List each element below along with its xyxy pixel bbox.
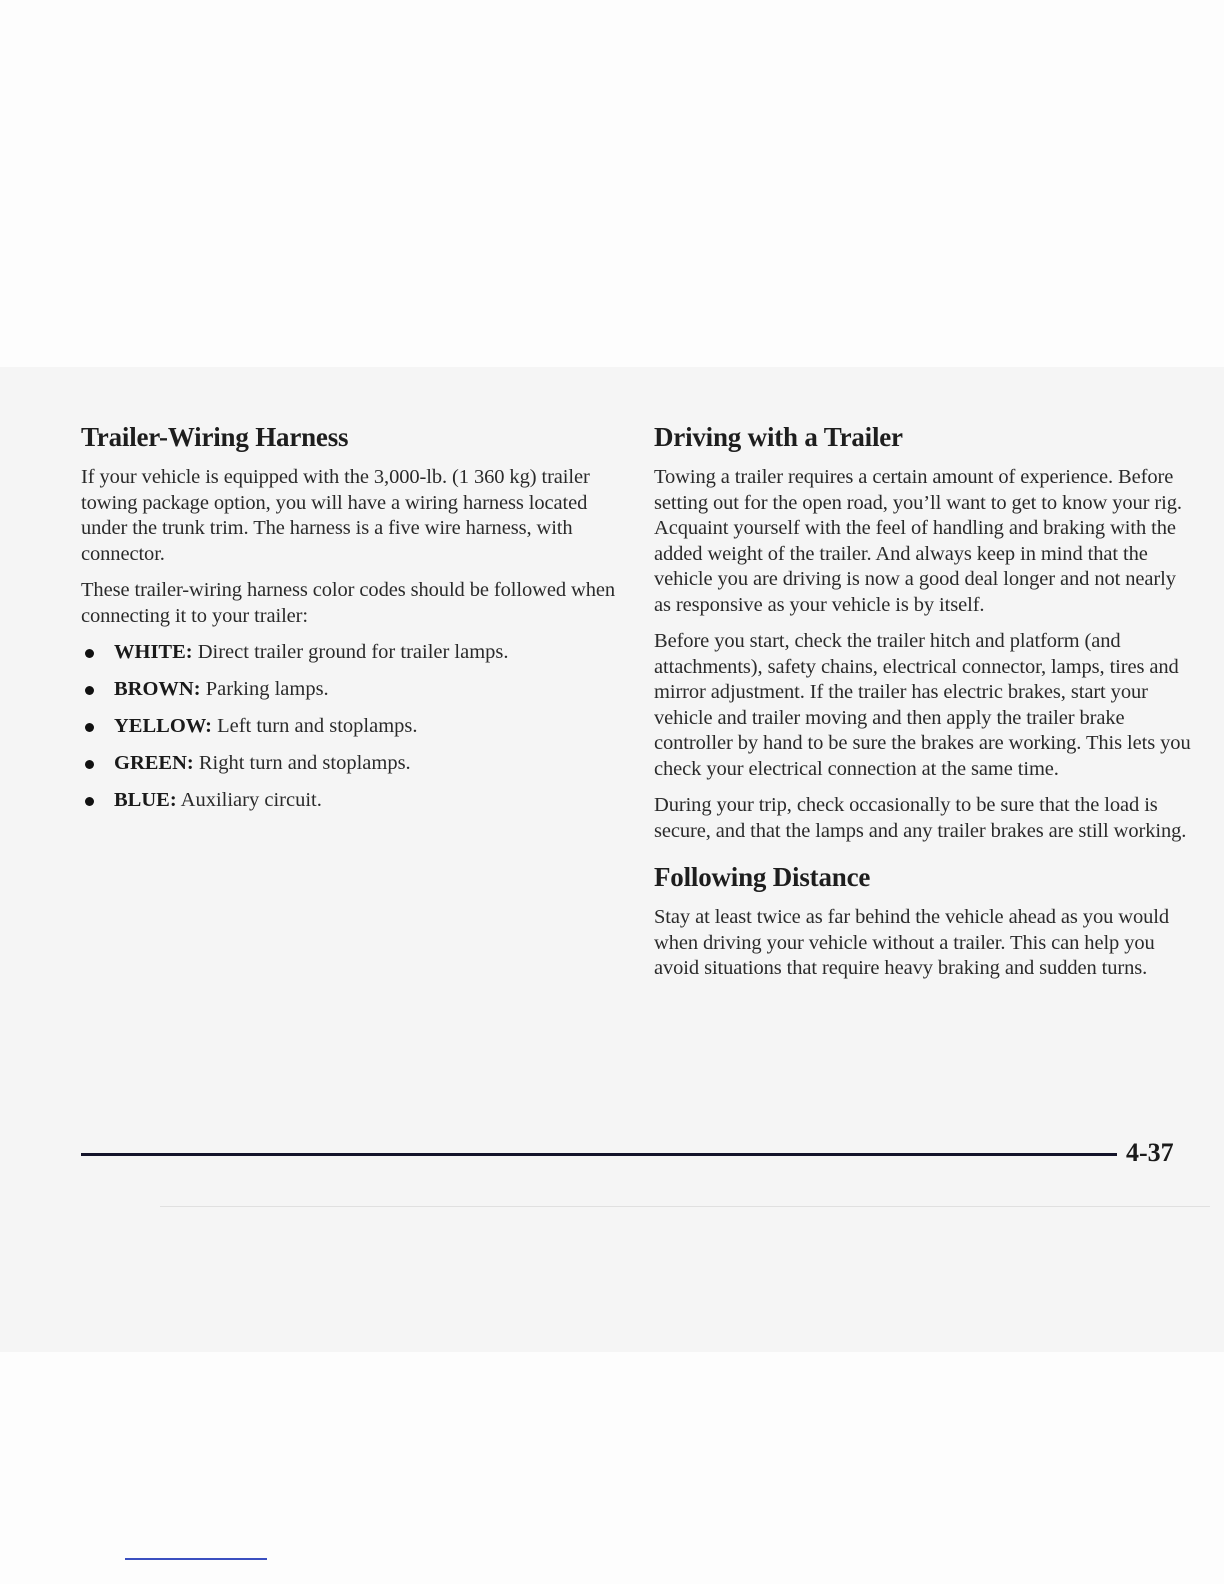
list-item-blue	[81, 788, 621, 814]
color-code-description: Auxiliary circuit.	[180, 789, 322, 811]
paragraph-color-codes-intro: These trailer-wiring harness color codes should be followed when connecting it to your trailer:	[81, 579, 615, 627]
paragraph-before-you-start: Before you start, check the trailer hitch and platform (and attachments), safety chains, electrical connector, lamps, tires and mirror adjustment. If the trailer has electric brakes, start your vehicle and trailer moving and then apply the trailer brake controller by hand to be sure the brakes are working. This lets you check your electrical connection at the same time.	[654, 630, 1191, 780]
list-item-brown	[81, 677, 621, 703]
color-code-description: Right turn and stoplamps.	[198, 752, 411, 774]
section-heading-driving-with-trailer: Driving with a Trailer	[654, 422, 903, 452]
bullet-icon	[85, 723, 94, 732]
color-code-description: Left turn and stoplamps.	[217, 715, 418, 737]
section-heading-following-distance: Following Distance	[654, 862, 871, 892]
color-code-label: WHITE:	[114, 641, 193, 663]
list-item-green	[81, 751, 621, 777]
list-item-white	[81, 640, 621, 666]
color-code-description: Direct trailer ground for trailer lamps.	[197, 641, 509, 663]
bullet-icon	[85, 649, 94, 658]
left-column	[81, 421, 621, 825]
paragraph-during-trip: During your trip, check occasionally to be sure that the load is secure, and that the lamps and any trailer brakes are still working.	[654, 794, 1187, 842]
page-number: 4-37	[1126, 1138, 1174, 1167]
color-code-label: BROWN:	[114, 678, 201, 700]
color-code-label: YELLOW:	[114, 715, 212, 737]
color-code-list	[81, 640, 621, 814]
color-code-description: Parking lamps.	[205, 678, 329, 700]
paragraph-harness-location: If your vehicle is equipped with the 3,000-lb. (1 360 kg) trailer towing package option, you will have a wiring harness located under the trunk trim. The harness is a five wire harness, with connector.	[81, 466, 590, 565]
list-item-yellow	[81, 714, 621, 740]
link-underline-mark	[125, 1558, 267, 1560]
bullet-icon	[85, 760, 94, 769]
footer-rule	[81, 1153, 1117, 1156]
right-column	[654, 421, 1194, 993]
scan-artifact-line	[160, 1206, 1210, 1207]
bullet-icon	[85, 686, 94, 695]
color-code-label: GREEN:	[114, 752, 194, 774]
paragraph-following-distance: Stay at least twice as far behind the vehicle ahead as you would when driving your vehicle without a trailer. This can help you avoid situations that require heavy braking and sudden turns.	[654, 906, 1170, 979]
color-code-label: BLUE:	[114, 789, 177, 811]
section-heading-trailer-wiring: Trailer-Wiring Harness	[81, 422, 349, 452]
bullet-icon	[85, 797, 94, 806]
paragraph-towing-experience: Towing a trailer requires a certain amount of experience. Before setting out for the open road, you’ll want to get to know your rig. Acquaint yourself with the feel of handling and braking with the added weight of the trailer. And always keep in mind that the vehicle you are driving is now a good deal longer and not nearly as responsive as your vehicle is by itself.	[654, 466, 1182, 616]
